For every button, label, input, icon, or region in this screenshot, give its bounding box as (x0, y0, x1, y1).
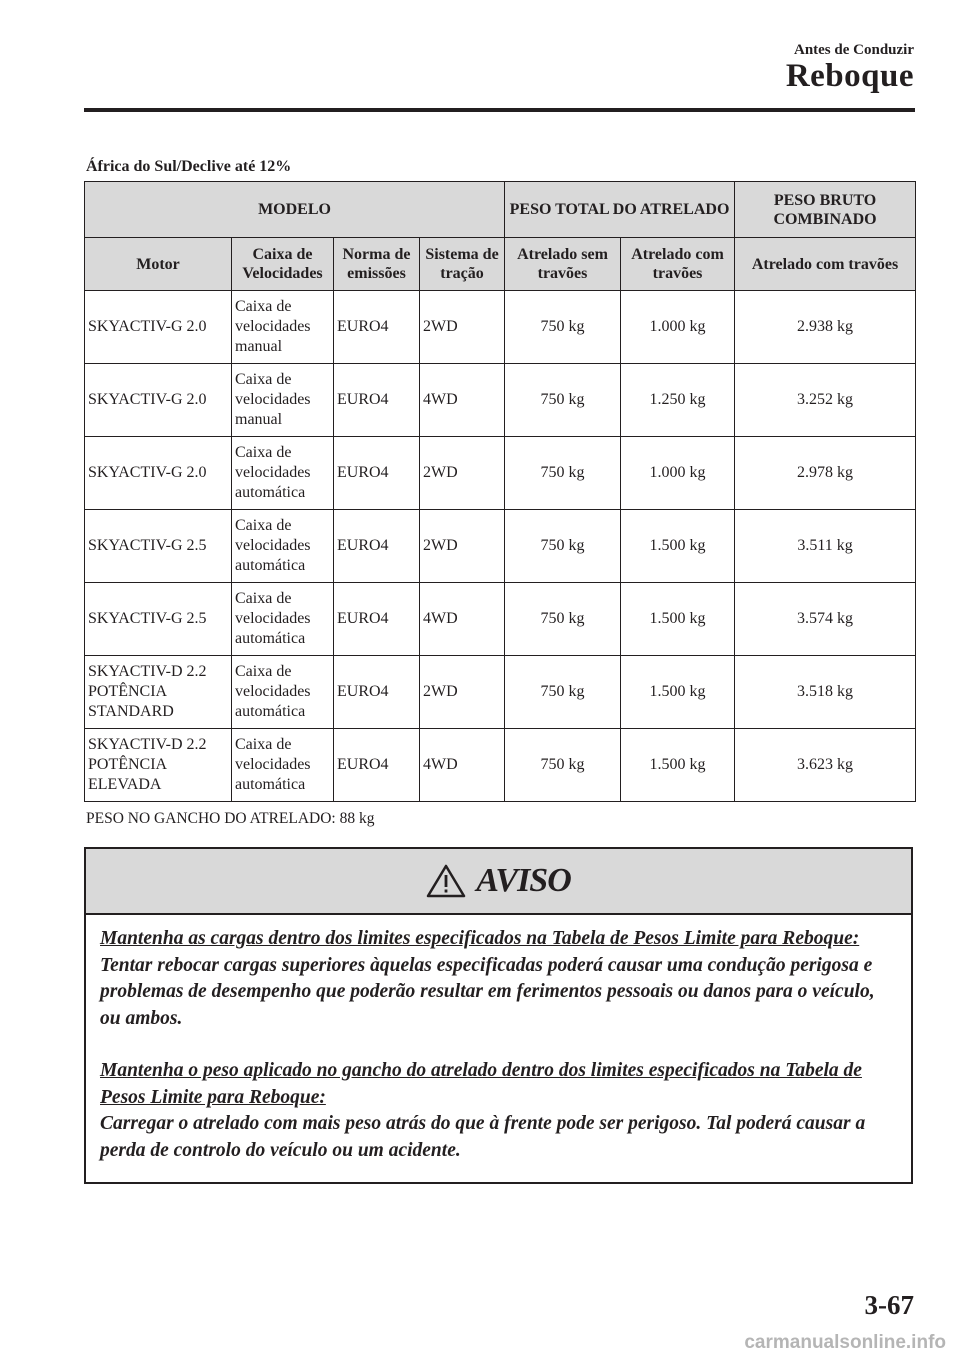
table-row (85, 583, 916, 656)
table-cell: Caixa de velocidades automática (232, 437, 334, 510)
group-header-trailer-weight: PESO TOTAL DO ATRELADO (505, 182, 735, 238)
table-cell: EURO4 (334, 656, 420, 729)
column-header: Atrelado sem travões (505, 238, 621, 291)
table-cell: 750 kg (505, 656, 621, 729)
table-cell: 750 kg (505, 583, 621, 656)
towing-weight-table (84, 181, 916, 802)
table-cell: 750 kg (505, 510, 621, 583)
table-footnote: PESO NO GANCHO DO ATRELADO: 88 kg (86, 810, 375, 827)
header-rule (84, 108, 915, 112)
table-cell: EURO4 (334, 437, 420, 510)
table-cell: Caixa de velocidades automática (232, 656, 334, 729)
table-cell: 4WD (420, 364, 505, 437)
page-number: 3-67 (864, 1290, 914, 1320)
table-cell: 1.000 kg (621, 291, 735, 364)
table-cell: Caixa de velocidades manual (232, 291, 334, 364)
table-cell: 750 kg (505, 729, 621, 802)
table-cell: 750 kg (505, 291, 621, 364)
group-header-model: MODELO (85, 182, 505, 238)
warning-title: AVISO (476, 862, 571, 899)
table-cell: EURO4 (334, 291, 420, 364)
table-cell: 3.623 kg (735, 729, 916, 802)
warning-text: Carregar o atrelado com mais peso atrás do que à frente pode ser perigoso. Tal poderá causar a perda de controlo do veículo ou um acidente. (100, 1113, 866, 1161)
table-cell: SKYACTIV-G 2.0 (85, 364, 232, 437)
table-cell: 1.500 kg (621, 510, 735, 583)
table-title: África do Sul/Declive até 12% (86, 158, 292, 175)
warning-text: Tentar rebocar cargas superiores àquelas especificadas poderá causar uma condução perigosa e problemas de desempenho que poderão resultar em ferimentos pessoais ou danos para o veículo, ou ambos. (100, 954, 875, 1029)
warning-heading: Mantenha o peso aplicado no gancho do atrelado dentro dos limites especificados na Tabela de Pesos Limite para Reboque: (100, 1060, 862, 1108)
table-cell: 1.500 kg (621, 656, 735, 729)
table-cell: 3.252 kg (735, 364, 916, 437)
table-cell: 2WD (420, 656, 505, 729)
table-cell: 3.518 kg (735, 656, 916, 729)
table-row (85, 291, 916, 364)
column-header: Sistema de tração (420, 238, 505, 291)
table-cell: 4WD (420, 729, 505, 802)
table-row (85, 656, 916, 729)
table-row (85, 364, 916, 437)
watermark: carmanualsonline.info (744, 1332, 946, 1353)
warning-box (84, 847, 913, 1184)
table-cell: 3.511 kg (735, 510, 916, 583)
table-cell: 1.250 kg (621, 364, 735, 437)
column-header: Caixa de Velocidades (232, 238, 334, 291)
table-cell: 750 kg (505, 437, 621, 510)
table-cell: 2.938 kg (735, 291, 916, 364)
table-cell: 4WD (420, 583, 505, 656)
table-cell: Caixa de velocidades automática (232, 583, 334, 656)
section-label: Antes de Conduzir (793, 42, 914, 58)
table-cell: 2WD (420, 437, 505, 510)
column-header: Atrelado com travões (621, 238, 735, 291)
table-cell: EURO4 (334, 364, 420, 437)
warning-triangle-icon (426, 864, 466, 898)
table-cell: Caixa de velocidades automática (232, 510, 334, 583)
table-cell: SKYACTIV-G 2.5 (85, 583, 232, 656)
table-cell: 1.500 kg (621, 729, 735, 802)
table-cell: SKYACTIV-G 2.0 (85, 291, 232, 364)
table-cell: SKYACTIV-D 2.2 POTÊNCIA ELEVADA (85, 729, 232, 802)
table-cell: 1.000 kg (621, 437, 735, 510)
table-cell: 2WD (420, 291, 505, 364)
table-cell: 2WD (420, 510, 505, 583)
table-cell: 750 kg (505, 364, 621, 437)
table-cell: SKYACTIV-G 2.5 (85, 510, 232, 583)
warning-header (86, 849, 911, 915)
table-cell: EURO4 (334, 510, 420, 583)
warning-body (86, 915, 911, 1164)
table-cell: EURO4 (334, 729, 420, 802)
table-cell: 3.574 kg (735, 583, 916, 656)
column-header: Atrelado com travões (735, 238, 916, 291)
table-row (85, 729, 916, 802)
table-cell: EURO4 (334, 583, 420, 656)
table-cell: 1.500 kg (621, 583, 735, 656)
table-row (85, 510, 916, 583)
warning-heading: Mantenha as cargas dentro dos limites especificados na Tabela de Pesos Limite para Reboque: (100, 928, 860, 949)
table-cell: Caixa de velocidades manual (232, 364, 334, 437)
chapter-title: Reboque (785, 58, 914, 94)
column-header: Norma de emissões (334, 238, 420, 291)
table-row (85, 437, 916, 510)
table-cell: Caixa de velocidades automática (232, 729, 334, 802)
table-cell: SKYACTIV-D 2.2 POTÊNCIA STANDARD (85, 656, 232, 729)
column-header: Motor (85, 238, 232, 291)
table-cell: 2.978 kg (735, 437, 916, 510)
table-cell: SKYACTIV-G 2.0 (85, 437, 232, 510)
group-header-gross-weight: PESO BRUTO COMBINADO (735, 182, 916, 238)
